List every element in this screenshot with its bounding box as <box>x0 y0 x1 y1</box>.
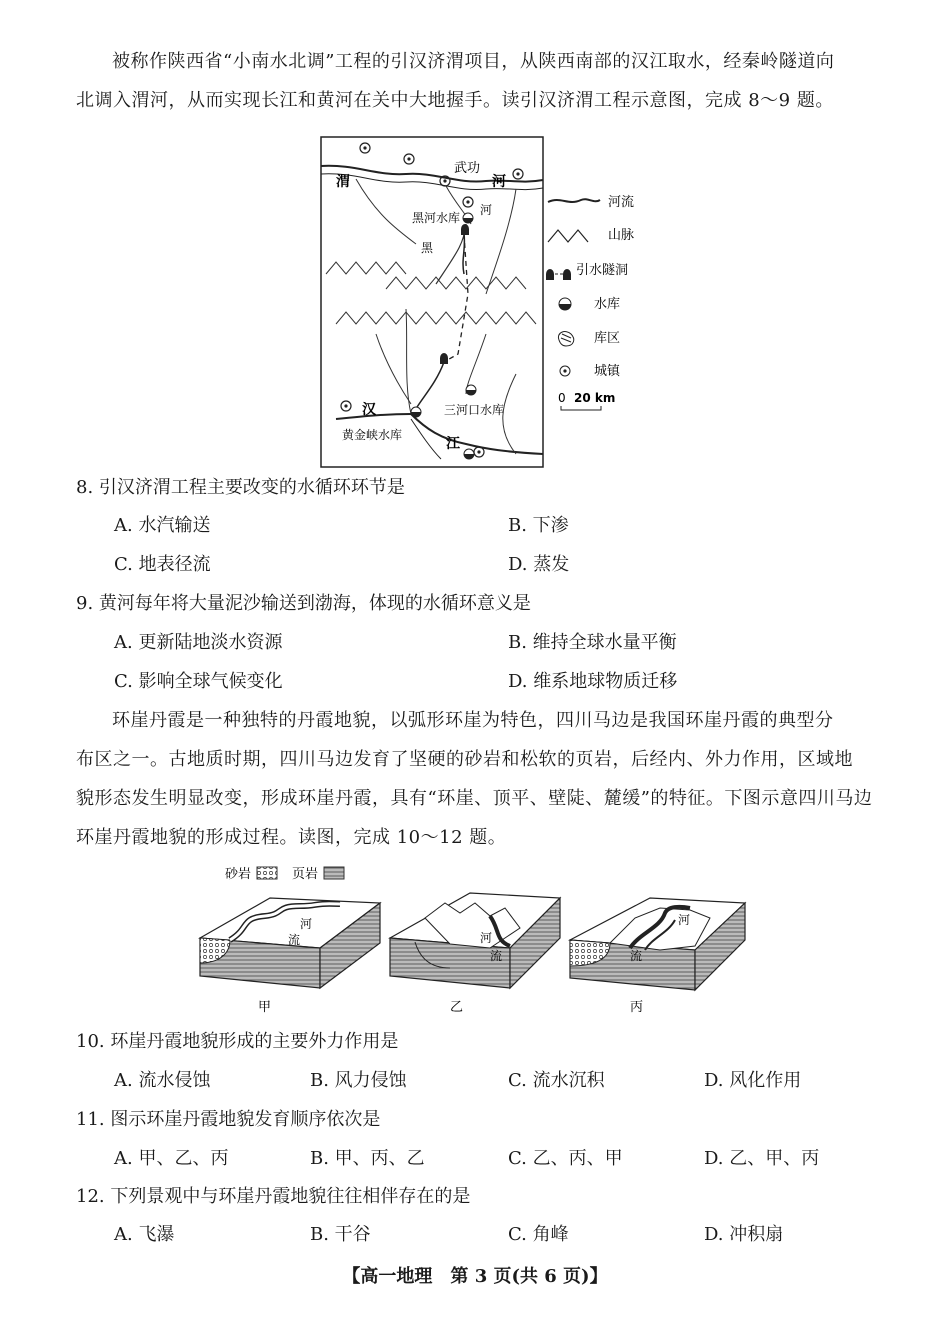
legend-reservoir-area: 库区 <box>594 331 621 346</box>
legend-tunnel: 引水隧洞 <box>576 263 629 278</box>
block-jia-liu: 流 <box>288 933 301 947</box>
map-label-he-top: 河 <box>492 174 506 190</box>
q11-stem: 11. 图示环崖丹霞地貌发育顺序依次是 <box>76 1109 381 1130</box>
legend-mountain-symbol <box>548 230 588 242</box>
map-label-wugong: 武功 <box>454 161 481 176</box>
q8-option-c[interactable]: C. 地表径流 <box>114 554 211 575</box>
q9-option-d[interactable]: D. 维系地球物质迁移 <box>508 671 678 692</box>
q12-option-d[interactable]: D. 冲积扇 <box>704 1224 784 1245</box>
q11-option-b[interactable]: B. 甲、丙、乙 <box>310 1148 425 1169</box>
danxia-block-diagrams <box>190 858 760 1023</box>
yinhan-jiwei-map <box>316 134 646 474</box>
map-label-jiang: 江 <box>446 436 460 452</box>
map-label-wei: 渭 <box>336 174 350 190</box>
q8-option-d[interactable]: D. 蒸发 <box>508 554 570 575</box>
q10-stem: 10. 环崖丹霞地貌形成的主要外力作用是 <box>76 1031 399 1052</box>
q10-option-d[interactable]: D. 风化作用 <box>704 1070 802 1091</box>
block-bing <box>570 898 745 990</box>
block-jia-he: 河 <box>300 917 313 931</box>
map-label-huangjinxia: 黄金峡水库 <box>342 428 403 442</box>
q9-option-b[interactable]: B. 维持全球水量平衡 <box>508 632 677 653</box>
intro1-line1: 被称作陕西省“小南水北调”工程的引汉济渭项目，从陕西南部的汉江取水，经秦岭隧道向 <box>112 51 835 72</box>
q12-option-a[interactable]: A. 飞瀑 <box>114 1224 175 1245</box>
q8-stem: 8. 引汉济渭工程主要改变的水循环环节是 <box>76 477 405 498</box>
q9-option-c[interactable]: C. 影响全球气候变化 <box>114 671 283 692</box>
q9-stem: 9. 黄河每年将大量泥沙输送到渤海，体现的水循环意义是 <box>76 593 531 614</box>
q10-option-a[interactable]: A. 流水侵蚀 <box>114 1070 211 1091</box>
legend-river: 河流 <box>608 195 635 210</box>
q8-option-b[interactable]: B. 下渗 <box>508 515 569 536</box>
intro2-line2: 布区之一。古地质时期，四川马边发育了坚硬的砂岩和松软的页岩，后经内、外力作用，区域地 <box>76 749 853 770</box>
map-label-hei: 黑 <box>421 241 434 255</box>
q12-option-b[interactable]: B. 干谷 <box>310 1224 371 1245</box>
intro2-line1: 环崖丹霞是一种独特的丹霞地貌，以弧形环崖为特色，四川马边是我国环崖丹霞的典型分 <box>112 710 834 731</box>
legend-reservoir-area-symbol <box>558 332 573 346</box>
intro2-line4: 环崖丹霞地貌的形成过程。读图，完成 10～12 题。 <box>76 827 507 848</box>
block-label-yi: 乙 <box>450 1000 464 1015</box>
block-label-bing: 丙 <box>630 1000 644 1015</box>
legend-tunnel-symbol <box>546 269 554 280</box>
block-yi-he: 河 <box>480 931 493 945</box>
q12-stem: 12. 下列景观中与环崖丹霞地貌往往相伴存在的是 <box>76 1186 471 1207</box>
block-label-jia: 甲 <box>258 1000 272 1015</box>
intro2-line3: 貌形态发生明显改变，形成环崖丹霞，具有“环崖、顶平、壁陡、麓缓”的特征。下图示意四川马边 <box>76 788 873 809</box>
block-bing-he: 河 <box>678 913 691 927</box>
legend-town: 城镇 <box>594 364 621 379</box>
legend-reservoir: 水库 <box>594 297 621 312</box>
q11-option-a[interactable]: A. 甲、乙、丙 <box>114 1148 229 1169</box>
legend-mountain: 山脉 <box>608 228 635 243</box>
q10-option-b[interactable]: B. 风力侵蚀 <box>310 1070 407 1091</box>
scale-value: 20 km <box>574 391 616 405</box>
q11-option-c[interactable]: C. 乙、丙、甲 <box>508 1148 623 1169</box>
block-legend-sandstone: 砂岩 <box>225 867 252 882</box>
map-label-sanhekou: 三河口水库 <box>444 403 505 417</box>
block-jia <box>200 898 380 988</box>
page-footer: 【高一地理 第 3 页(共 6 页)】 <box>342 1266 608 1287</box>
block-legend-shale-swatch <box>324 867 344 879</box>
q8-option-a[interactable]: A. 水汽输送 <box>114 515 211 536</box>
block-legend-sandstone-swatch <box>257 867 277 879</box>
block-yi <box>390 893 560 988</box>
q10-option-c[interactable]: C. 流水沉积 <box>508 1070 605 1091</box>
map-label-heihe-reservoir: 黑河水库 <box>412 211 461 225</box>
q11-option-d[interactable]: D. 乙、甲、丙 <box>704 1148 820 1169</box>
legend-river-symbol <box>548 199 600 202</box>
scale-bar <box>561 406 601 410</box>
scale-zero: 0 <box>558 391 566 405</box>
intro1-line2: 北调入渭河，从而实现长江和黄河在关中大地握手。读引汉济渭工程示意图，完成 8～9 题。 <box>76 90 834 111</box>
q12-option-c[interactable]: C. 角峰 <box>508 1224 569 1245</box>
map-label-han: 汉 <box>362 402 376 418</box>
q9-option-a[interactable]: A. 更新陆地淡水资源 <box>114 632 283 653</box>
block-yi-liu: 流 <box>490 949 503 963</box>
block-legend-shale: 页岩 <box>292 867 319 882</box>
block-bing-liu: 流 <box>630 949 643 963</box>
map-label-he-small: 河 <box>480 203 493 217</box>
